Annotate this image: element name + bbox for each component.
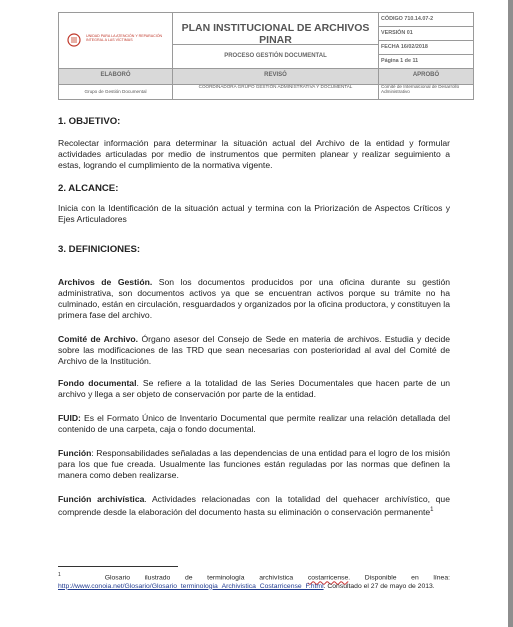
reviso-header xyxy=(173,69,379,85)
alcance-paragraph: Inicia con la Identificación de la situación actual y termina con la Priorización de Aspectos Críticos y Ejes Articuladores xyxy=(58,203,450,224)
footnote-separator xyxy=(58,566,178,567)
footnote-link[interactable]: http://www.conoia.net/Glosario/Glosario_terminologia_Archivistica_Costarricense_F.html xyxy=(58,582,324,590)
institution-logo-icon xyxy=(67,33,81,47)
definition-term: Fondo documental xyxy=(58,378,137,388)
document-title: PLAN INSTITUCIONAL DE ARCHIVOS PINAR xyxy=(181,22,370,46)
definition-term: Función xyxy=(58,448,92,458)
page-number: Página 1 de 11 xyxy=(381,58,419,64)
divider xyxy=(379,54,473,55)
definition-text: Son los documentos producidos por una oficina durante su gestión administrativa, son documentos activos ya que se encuentran activos porque su trámite no ha culminado, están en circulación, resguardados y organizados por la oficina productora, y constituyen la primera fase del archivo. xyxy=(58,277,451,320)
process-name: PROCESO GESTIÓN DOCUMENTAL xyxy=(224,53,327,59)
section-heading-definiciones: 3. DEFINICIONES: xyxy=(58,244,141,255)
definition-paragraph xyxy=(58,448,450,481)
definition-term: Archivos de Gestión. xyxy=(58,277,153,287)
objetivo-paragraph: Recolectar información para determinar la situación actual del Archivo de la entidad y formular actividades articuladas por medio de instrumentos que permiten planear y realizar seguimiento a estas, logrando el cumplimiento de la normativa vigente. xyxy=(58,138,450,170)
spellcheck-word: costarricense xyxy=(307,574,349,582)
logo-text: UNIDAD PARA LA ATENCIÓN Y REPARACIÓN INTEGRAL A LAS VÍCTIMAS xyxy=(86,34,163,43)
elaboro-label: ELABORÓ xyxy=(100,72,131,78)
footnote-text: . Consultado el 27 de mayo de 2013. xyxy=(323,582,435,590)
definition-paragraph xyxy=(58,494,450,518)
aprobo-value: Comité de Internalcional de Desarrollo Administrativo xyxy=(381,84,460,94)
definition-term: Comité de Archivo. xyxy=(58,334,139,344)
process-cell xyxy=(173,45,379,69)
reviso-label: REVISÓ xyxy=(264,72,287,78)
section-heading-objetivo: 1. OBJETIVO: xyxy=(58,116,121,127)
definition-text: . Se refiere a la totalidad de las Series Documentales que hacen parte de un archivo y llega a ser objeto de conservación por parte de la entidad. xyxy=(58,378,450,399)
reviso-value-cell xyxy=(173,85,379,99)
aprobo-label: APROBÓ xyxy=(412,72,440,78)
definition-text: : Responsabilidades señaladas a las dependencias de una entidad para el logro de los misión para los que fue creada. Usualmente las funciones están reguladas por las normas que definen la manera como deben realizarse. xyxy=(58,448,450,480)
definition-paragraph xyxy=(58,277,450,321)
definition-term: Función archivística xyxy=(58,494,145,504)
reviso-value: COORDINADORA GRUPO GESTIÓN ADMINISTRATIVA Y DOCUMENTAL xyxy=(198,84,353,89)
footnote-number: 1 xyxy=(58,572,61,578)
footnote-text: Glosario ilustrado de terminología archivística xyxy=(104,574,308,582)
aprobo-header xyxy=(379,69,473,85)
footnote xyxy=(58,571,450,591)
footnote-reference[interactable]: 1 xyxy=(430,507,434,513)
document-code: CÓDIGO 710.14.07-2 xyxy=(381,16,434,22)
definition-text: Es el Formato Único de Inventario Documental que permite realizar una relación detallada del contenido de una carpeta, caja o fondo documental. xyxy=(58,413,450,434)
document-header-table xyxy=(58,12,474,100)
definition-text: Órgano asesor del Consejo de Sede en materia de archivos. Estudia y decide sobre las modificaciones de las TRD que sean necesarias con posterioridad al aval del Comité de Archivo de la Institución. xyxy=(58,334,450,366)
footnote-text: . Disponible en línea: xyxy=(348,574,451,582)
definition-term: FUID: xyxy=(58,413,81,423)
divider xyxy=(379,26,473,27)
definition-paragraph xyxy=(58,378,450,400)
elaboro-value: Grupo de Gestión Documental xyxy=(84,89,147,94)
definition-paragraph xyxy=(58,413,450,435)
metadata-cell xyxy=(379,13,473,69)
definition-text: . Actividades relacionadas con la totalidad del quehacer archivístico, que comprende desde la elaboración del documento hasta su eliminación o conservación permanente xyxy=(58,494,450,517)
document-version: VERSIÓN 01 xyxy=(381,30,413,36)
definition-paragraph xyxy=(58,334,450,367)
title-cell xyxy=(173,13,379,45)
logo-cell xyxy=(59,13,173,69)
section-heading-alcance: 2. ALCANCE: xyxy=(58,183,119,194)
divider xyxy=(379,40,473,41)
document-date: FECHA 16/02/2018 xyxy=(381,44,428,50)
elaboro-header xyxy=(59,69,173,85)
window-edge xyxy=(508,0,513,627)
elaboro-value-cell xyxy=(59,85,173,99)
aprobo-value-cell xyxy=(379,85,473,99)
